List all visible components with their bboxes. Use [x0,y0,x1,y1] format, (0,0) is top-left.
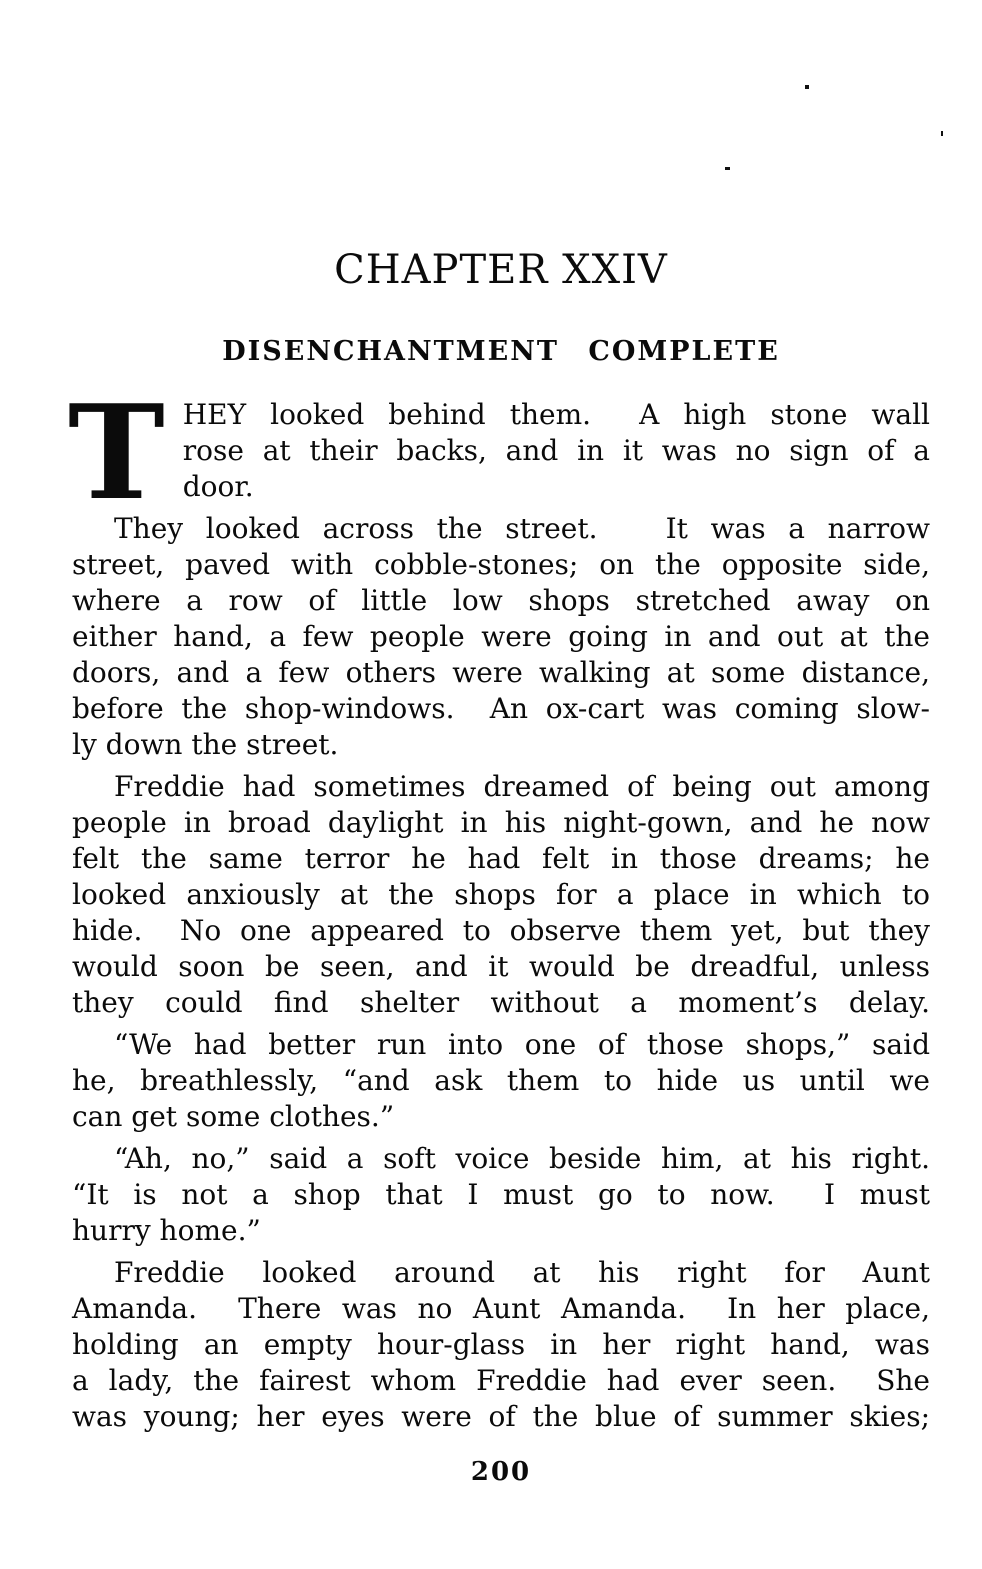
body-text [68,376,930,1435]
text-line: “Ah, no,” said a soft voice beside him, at his right. [114,1142,930,1175]
text-line: ly down the street. [72,728,339,761]
text-line: street, paved with cobble-stones; on the opposite side, [72,548,930,581]
text-line: holding an empty hour-glass in her right hand, was [72,1328,930,1361]
text-line: rose at their backs, and in it was no sign of a [182,434,930,467]
text-line: Freddie had sometimes dreamed of being out among [114,770,930,803]
chapter-heading: CHAPTER XXIV [334,247,668,293]
text-line: “We had better run into one of those shops,” said [114,1028,930,1061]
text-line: Amanda. There was no Aunt Amanda. In her place, [72,1292,930,1325]
text-line: “It is not a shop that I must go to now. I must [72,1178,930,1211]
drop-cap: T [68,376,165,529]
text-line: hide. No one appeared to observe them yet, but they [72,914,930,947]
text-line: They looked across the street. It was a narrow [114,512,930,545]
paragraph [72,769,930,1021]
text-line: was young; her eyes were of the blue of summer skies; [72,1400,930,1433]
text-line: felt the same terror he had felt in those dreams; he [72,842,930,875]
scan-speck [941,131,943,136]
text-line: a lady, the fairest whom Freddie had ever seen. She [72,1364,930,1397]
text-line: would soon be seen, and it would be dreadful, unless [72,950,930,983]
text-line: looked anxiously at the shops for a place in which to [72,878,930,911]
text-line: either hand, a few people were going in and out at the [72,620,930,653]
text-line: they could find shelter without a moment’s delay. [72,986,930,1019]
text-line: he, breathlessly, “and ask them to hide us until we [72,1064,930,1097]
text-line: door. [182,470,254,503]
paragraph [72,1141,930,1249]
text-line: hurry home.” [72,1214,261,1247]
page-content [68,0,930,1487]
text-line: can get some clothes.” [72,1100,395,1133]
page-number: 200 [470,1457,532,1487]
text-line: HEY looked behind them. A high stone wall [182,398,930,431]
text-line: people in broad daylight in his night-gown, and he now [72,806,930,839]
paragraph [72,1027,930,1135]
paragraph [72,1255,930,1435]
text-line: before the shop-windows. An ox-cart was coming slow- [72,692,930,725]
text-line: Freddie looked around at his right for Aunt [114,1256,930,1289]
paragraph [72,511,930,763]
chapter-subtitle: DISENCHANTMENT COMPLETE [222,336,780,367]
text-line: doors, and a few others were walking at some distance, [72,656,930,689]
text-line: where a row of little low shops stretched away on [72,584,930,617]
